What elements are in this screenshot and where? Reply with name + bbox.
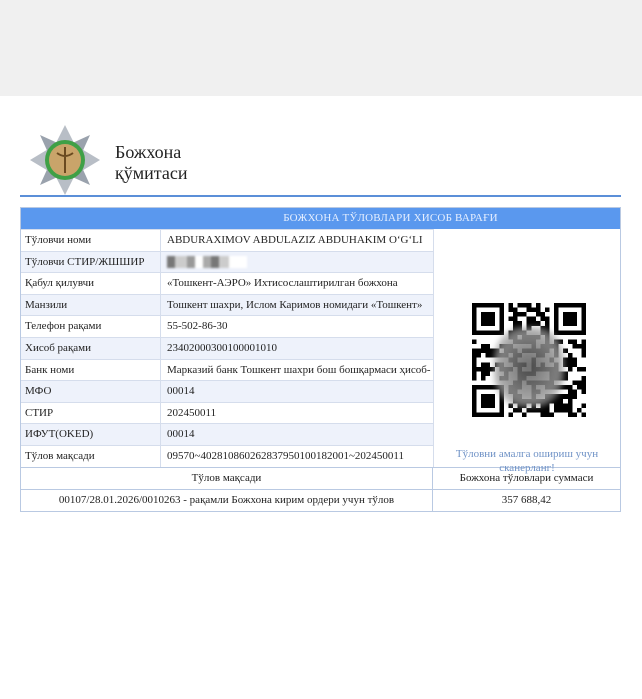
table-row [21,423,433,445]
table-row [21,402,433,424]
sum-header: Божхона тўловлари суммаси [459,471,594,484]
header-divider [20,195,621,197]
row-label: Тўлов мақсади [21,446,161,467]
table-row [21,251,433,273]
row-label: Қабул қилувчи [21,273,161,294]
table-row [21,337,433,359]
table-row [21,229,433,251]
org-name-line1: Божхона [115,142,182,162]
top-band [0,0,642,96]
table-row [21,272,433,294]
purpose-header: Тўлов мақсади [21,468,433,489]
row-value: ABDURAXIMOV ABDULAZIZ ABDUHAKIM O‘G‘LI [167,234,423,246]
table-row [21,445,433,467]
qr-panel [433,229,620,474]
table-row [21,380,433,402]
row-value: 00014 [167,428,195,441]
row-value: 00014 [167,385,195,398]
purpose-value: 00107/28.01.2026/0010263 - рақамли Божхона кирим ордери учун тўлов [21,490,433,511]
row-label: Хисоб рақами [21,338,161,359]
org-name-line2: қўмитаси [115,163,188,183]
row-value: 202450011 [167,406,217,419]
row-label: Телефон рақами [21,316,161,337]
qr-redaction [494,327,564,407]
details-table [21,229,433,467]
redacted-tax-id [167,256,247,268]
row-label: СТИР [21,403,161,424]
row-value: 55-502-86-30 [167,320,228,333]
organization-name [115,142,187,184]
row-value: 09570~402810860262837950100182001~202450011 [167,449,404,462]
row-label: Тўловчи СТИР/ЖШШИР [21,252,161,273]
row-label: МФО [21,381,161,402]
row-label: Банк номи [21,360,161,381]
row-value: «Тошкент-АЭРО» Ихтисослаштирилган божхона [167,277,398,290]
row-label: ИФУТ(OKED) [21,424,161,445]
sum-value: 357 688,42 [501,493,552,506]
table-row [21,315,433,337]
customs-emblem-logo [30,125,100,195]
row-value [161,252,433,273]
invoice-title: БОЖХОНА ТЎЛОВЛАРИ ХИСОБ ВАРАҒИ [21,208,620,229]
row-label: Тўловчи номи [21,230,161,251]
table-row [21,359,433,381]
row-value: Тошкент шахри, Ислом Каримов номидаги «Тошкент» [167,298,423,311]
row-value: 23402000300100001010 [167,341,277,354]
row-label: Манзили [21,295,161,316]
qr-caption: Тўловни амалга ошириш учун сканерланг! [455,448,599,474]
table-row [21,294,433,316]
row-value: Марказий банк Тошкент шахри бош бошқармаси ҳисоб- [167,363,431,376]
payment-invoice [20,207,621,512]
